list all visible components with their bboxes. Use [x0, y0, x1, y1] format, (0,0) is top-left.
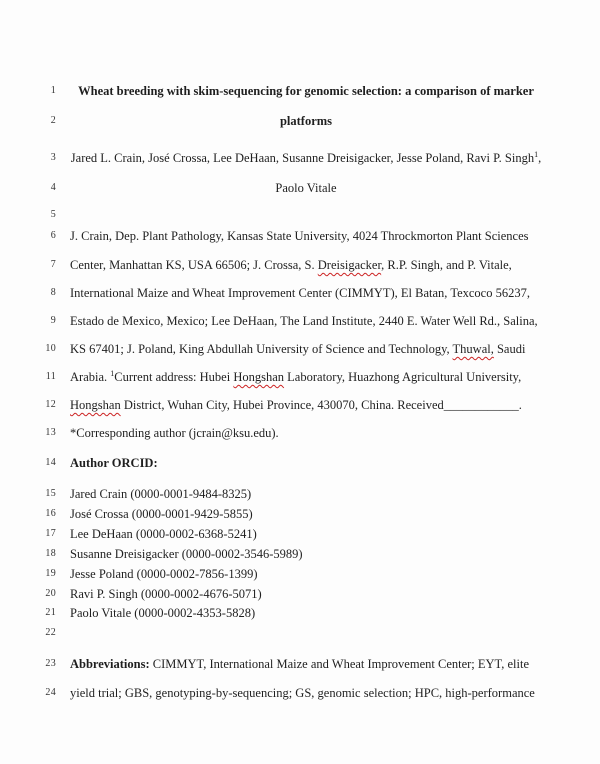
text-run: Jesse Poland (0000-0002-7856-1399): [70, 567, 258, 581]
text-run: Ravi P. Singh (0000-0002-4676-5071): [70, 587, 262, 601]
text-run: International Maize and Wheat Improvement Center (CIMMYT), El Batan, Texcoco 56237,: [70, 286, 530, 300]
line-text: [70, 113, 542, 129]
line-text: [70, 341, 542, 357]
spellcheck-flagged-text: Dreisigacker: [317, 258, 382, 272]
text-run: Saudi: [493, 342, 526, 356]
line-text: [70, 526, 542, 542]
text-run: District, Wuhan City, Hubei Province, 430070, China. Received____________.: [120, 398, 522, 412]
line-text: [70, 486, 542, 502]
manuscript-line: [0, 113, 600, 129]
spellcheck-flagged-text: Hongshan: [70, 398, 121, 412]
text-run: KS 67401; J. Poland, King Abdullah University of Science and Technology,: [70, 342, 453, 356]
manuscript-line: [0, 341, 600, 357]
text-run: yield trial; GBS, genotyping-by-sequencing; GS, genomic selection; HPC, high-performance: [70, 686, 535, 700]
manuscript-line: [0, 369, 600, 385]
line-text: [70, 586, 542, 602]
manuscript-line: [0, 180, 600, 196]
manuscript-line: [0, 207, 600, 223]
line-number: 2: [50, 115, 56, 126]
line-number: 20: [45, 588, 56, 599]
line-text: [70, 369, 542, 385]
text-run: , R.P. Singh, and P. Vitale,: [381, 258, 512, 272]
manuscript-line: [0, 586, 600, 602]
line-text: [70, 506, 542, 522]
text-run: Jared L. Crain, José Crossa, Lee DeHaan, Susanne Dreisigacker, Jesse Poland, Ravi P. Singh: [70, 151, 535, 165]
text-run: Paolo Vitale: [275, 181, 337, 195]
line-text: [70, 566, 542, 582]
line-text: [70, 313, 542, 329]
line-text: [70, 656, 542, 672]
text-run: José Crossa (0000-0001-9429-5855): [70, 507, 253, 521]
line-number: 5: [50, 209, 56, 220]
line-text: [70, 83, 542, 99]
line-text: [70, 180, 542, 196]
text-run: CIMMYT, International Maize and Wheat Improvement Center; EYT, elite: [149, 657, 530, 671]
manuscript-line: [0, 486, 600, 502]
manuscript-line: [0, 228, 600, 244]
text-run: Center, Manhattan KS, USA 66506; J. Crossa, S.: [70, 258, 318, 272]
text-run: Current address: Hubei: [114, 370, 234, 384]
line-number: 24: [45, 687, 56, 698]
line-number: 3: [50, 152, 56, 163]
manuscript-line: [0, 526, 600, 542]
manuscript-line: [0, 257, 600, 273]
spellcheck-flagged-text: Hongshan: [233, 370, 285, 384]
manuscript-line: [0, 285, 600, 301]
manuscript-line: [0, 313, 600, 329]
manuscript-line: [0, 656, 600, 672]
text-run: Author ORCID:: [70, 456, 158, 470]
line-number: 4: [50, 182, 56, 193]
text-run: platforms: [279, 114, 333, 128]
line-text: [70, 285, 542, 301]
line-number: 21: [45, 607, 56, 618]
text-run: Laboratory, Huazhong Agricultural University,: [284, 370, 522, 384]
line-number: 13: [45, 427, 56, 438]
text-run: *Corresponding author (jcrain@ksu.edu).: [70, 426, 279, 440]
line-number: 23: [45, 658, 56, 669]
manuscript-line: [0, 83, 600, 99]
line-text: [70, 150, 542, 166]
line-number: 6: [50, 230, 56, 241]
manuscript-line: [0, 506, 600, 522]
line-text: [70, 546, 542, 562]
text-run: ,: [538, 151, 542, 165]
text-run: Wheat breeding with skim-sequencing for genomic selection: a comparison of marker: [78, 84, 534, 98]
text-run: Susanne Dreisigacker (0000-0002-3546-5989): [70, 547, 303, 561]
text-run: Paolo Vitale (0000-0002-4353-5828): [70, 606, 256, 620]
manuscript-line: [0, 455, 600, 471]
text-run: Arabia.: [70, 370, 111, 384]
line-number: 18: [45, 548, 56, 559]
line-number: 16: [45, 508, 56, 519]
line-text: [70, 685, 542, 701]
manuscript-line: [0, 566, 600, 582]
superscript-text: 1: [534, 149, 539, 159]
text-run: Abbreviations:: [70, 657, 150, 671]
line-number: 11: [45, 371, 56, 382]
text-run: Estado de Mexico, Mexico; Lee DeHaan, The Land Institute, 2440 E. Water Well Rd., Salina,: [70, 314, 538, 328]
superscript-text: 1: [110, 368, 115, 378]
line-text: [70, 397, 542, 413]
line-number: 15: [45, 488, 56, 499]
manuscript-line: [0, 150, 600, 166]
manuscript-line: [0, 397, 600, 413]
line-number: 17: [45, 528, 56, 539]
manuscript-line: [0, 605, 600, 621]
line-text: [70, 605, 542, 621]
line-number: 22: [45, 627, 56, 638]
line-number: 8: [50, 287, 56, 298]
text-run: Lee DeHaan (0000-0002-6368-5241): [70, 527, 257, 541]
text-run: Jared Crain (0000-0001-9484-8325): [70, 487, 252, 501]
line-number: 7: [50, 259, 56, 270]
line-text: [70, 425, 542, 441]
spellcheck-flagged-text: Thuwal,: [452, 342, 494, 356]
line-text: [70, 455, 542, 471]
manuscript-line: [0, 546, 600, 562]
line-number: 19: [45, 568, 56, 579]
manuscript-line: [0, 625, 600, 641]
line-text: [70, 228, 542, 244]
manuscript-line: [0, 425, 600, 441]
line-number: 9: [50, 315, 56, 326]
line-number: 10: [45, 343, 56, 354]
text-run: J. Crain, Dep. Plant Pathology, Kansas State University, 4024 Throckmorton Plant Sciences: [70, 229, 529, 243]
line-number: 12: [45, 399, 56, 410]
line-number: 14: [45, 457, 56, 468]
manuscript-line: [0, 685, 600, 701]
line-text: [70, 257, 542, 273]
line-number: 1: [50, 85, 56, 96]
